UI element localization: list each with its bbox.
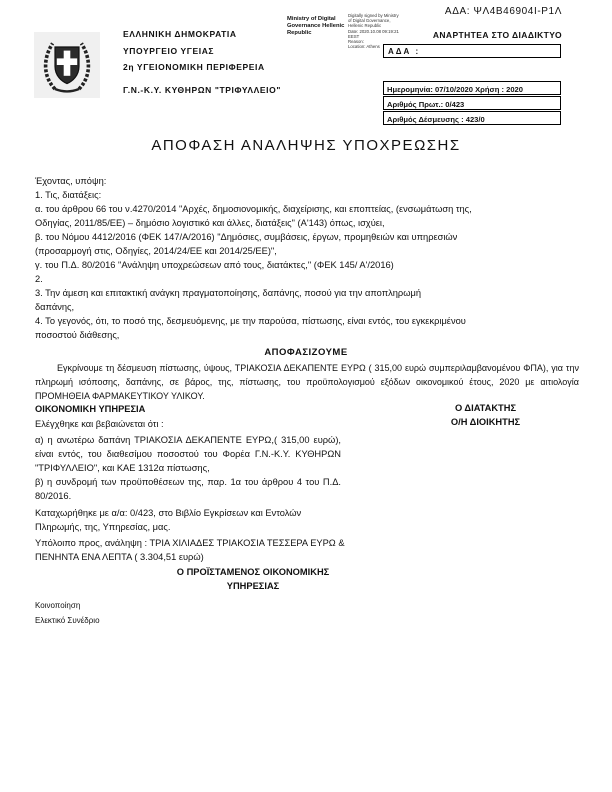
org-line-region: 2η ΥΓΕΙΟΝΟΜΙΚΗ ΠΕΡΙΦΕΡΕΙΑ (123, 62, 265, 72)
preamble-line: 2. (35, 274, 43, 284)
signature-line: Date: 2020.10.08 09:19:21 (348, 28, 399, 34)
preamble-line: 3. Την άμεση και επιτακτική ανάγκη πραγματοποίησης, δαπάνης, ποσού για την αποπληρωμή (35, 288, 422, 298)
preamble-line: 4. Το γεγονός, ότι, το ποσό της, δεσμευόμενης, με την παρούσα, πίστωσης, είναι εντός, του εγκεκριμένου (35, 316, 466, 326)
preamble-line: ποσοστού διάθεσης, (35, 330, 120, 340)
notification-label: Κοινοποίηση (35, 601, 81, 610)
ada-number: ΑΔΑ: ΨΛ4Β46904Ι-Ρ1Λ (444, 6, 562, 17)
orderer-title: Ο ΔΙΑΤΑΚΤΗΣ (454, 403, 517, 413)
issuing-authority-block (123, 26, 281, 98)
remaining-balance-note: Υπόλοιπο προς, ανάληψη : ΤΡΙΑ ΧΙΛΙΑΔΕΣ ΤΡΙΑΚΟΣΙΑ ΤΕΣΣΕΡΑ ΕΥΡΩ & ΠΕΝΗΝΤΑ ΕΝΑ ΛΕΠΤΑ ( 3.304,51 ευρώ) (35, 538, 345, 562)
signature-line: of Digital Governance, (348, 18, 391, 24)
signature-line: Location: Athens (348, 44, 380, 50)
document-title: ΑΠΟΦΑΣΗ ΑΝΑΛΗΨΗΣ ΥΠΟΧΡΕΩΣΗΣ (151, 137, 461, 154)
decision-paragraph: Εγκρίνουμε τη δέσμευση πίστωσης, ύψους, ΤΡΙΑΚΟΣΙΑ ΔΕΚΑΠΕΝΤΕ ΕΥΡΩ ( 315,00 ευρώ συμπεριλαμβανομένου ΦΠΑ), για την πληρωμή ισόποσης, δαπάνης, σε βάρος, της, πίστωσης, του προϋπολογισμού εξόδων οικονομικού έτους, 2020 με αιτιολογία ΠΡΟΜΗΘΕΙΑ ΦΑΡΜΑΚΕΥΤΙΚΟΥ ΥΛΙΚΟΥ. (35, 363, 579, 401)
right-signatories-block (408, 401, 563, 429)
registration-note: Καταχωρήθηκε με α/α: 0/423, στο Βιβλίο Εγκρίσεων και Εντολών Πληρωμής, της, Υπηρεσίας, μας. (35, 508, 302, 532)
verification-item-b: β) η συνδρομή των προϋποθέσεων της, παρ. 1α του άρθρου 4 του Π.Δ. 80/2016. (35, 477, 341, 501)
financial-service-heading: ΟΙΚΟΝΟΜΙΚΗ ΥΠΗΡΕΣΙΑ (35, 404, 146, 414)
decision-heading: ΑΠΟΦΑΣΙΖΟΥΜΕ (264, 347, 348, 358)
commander-title: Ο/Η ΔΙΟΙΚΗΤΗΣ (450, 417, 521, 427)
org-line-ministry: ΥΠΟΥΡΓΕΙΟ ΥΓΕΙΑΣ (123, 45, 215, 56)
financial-head-signature-block (35, 565, 471, 593)
preamble-line: 1. Τις, διατάξεις: (35, 190, 102, 200)
signature-line: EEST (348, 33, 360, 39)
financial-head-title-line1: Ο ΠΡΟΪΣΤΑΜΕΝΟΣ ΟΙΚΟΝΟΜΙΚΗΣ (176, 567, 330, 577)
greek-coat-of-arms-icon (34, 32, 100, 98)
org-line-republic: ΕΛΛΗΝΙΚΗ ΔΗΜΟΚΡΑΤΙΑ (123, 29, 237, 39)
preamble-line: α. του άρθρου 66 του ν.4270/2014 "Αρχές, δημοσιονομικής, διαχείρισης, και εποπτείας, (ενσωμάτωση της, (35, 204, 472, 214)
preamble-line: δαπάνης, (35, 302, 75, 312)
digital-governance-label: Ministry of Digital Governance Hellenic Republic (287, 16, 345, 36)
preamble-line: γ. του Π.Δ. 80/2016 "Ανάληψη υποχρεώσεων από τους, διατάκτες," (ΦΕΚ 145/ Α'/2016) (35, 260, 394, 270)
financial-head-title-line2: ΥΠΗΡΕΣΙΑΣ (226, 581, 280, 591)
verification-intro: Ελέγχθηκε και βεβαιώνεται ότι : (35, 419, 164, 429)
preamble-line: β. του Νόμου 4412/2016 (ΦΕΚ 147/Α/2016) "Δημόσιες, συμβάσεις, έργων, προμηθειών και υπηρεσιών (35, 232, 458, 242)
protocol-number-box: Αριθμός Πρωτ.: 0/423 (383, 96, 561, 110)
signature-line: Hellenic Republic (348, 23, 382, 29)
court-of-audit-label: Ελεκτικό Συνέδριο (35, 616, 100, 625)
preamble-line: Έχοντας, υπόψη: (35, 176, 107, 186)
signature-line: Digitally signed by Ministry (348, 13, 399, 18)
org-line-hospital: Γ.Ν.-Κ.Υ. ΚΥΘΗΡΩΝ "ΤΡΙΦΥΛΛΕΙΟ" (123, 84, 281, 95)
commitment-number-box: Αριθμός Δέσμευσης : 423/0 (383, 111, 561, 125)
preamble-block (35, 174, 579, 342)
coat-of-arms-svg (37, 35, 97, 95)
signature-line: Reason: (348, 39, 365, 45)
ada-box-label: ΑΔΑ : (388, 47, 421, 56)
publish-on-internet-label: ΑΝΑΡΤΗΤΕΑ ΣΤΟ ΔΙΑΔΙΚΤΥΟ (432, 30, 562, 40)
ada-box (383, 44, 561, 58)
verification-item-a: α) η ανωτέρω δαπάνη ΤΡΙΑΚΟΣΙΑ ΔΕΚΑΠΕΝΤΕ ΕΥΡΩ,( 315,00 ευρώ), είναι εντός, του διαθεσίμου ποσοστού του Φορέα Γ.Ν.-Κ.Υ. ΚΥΘΗΡΩΝ "ΤΡΙΦΥΛΛΕΙΟ", και ΚΑΕ 1312α πίστωσης, (35, 435, 341, 473)
preamble-line: (προσαρμογή στις, Οδηγίες, 2014/24/ΕΕ και 2014/25/ΕΕ)", (35, 246, 277, 256)
date-box: Ημερομηνία: 07/10/2020 Χρήση : 2020 (383, 81, 561, 95)
preamble-line: Οδηγίας, 2011/85/ΕΕ) – δημόσιο λογιστικό και άλλες, διατάξεις" (Α'143) όπως, ισχύει, (35, 218, 385, 228)
